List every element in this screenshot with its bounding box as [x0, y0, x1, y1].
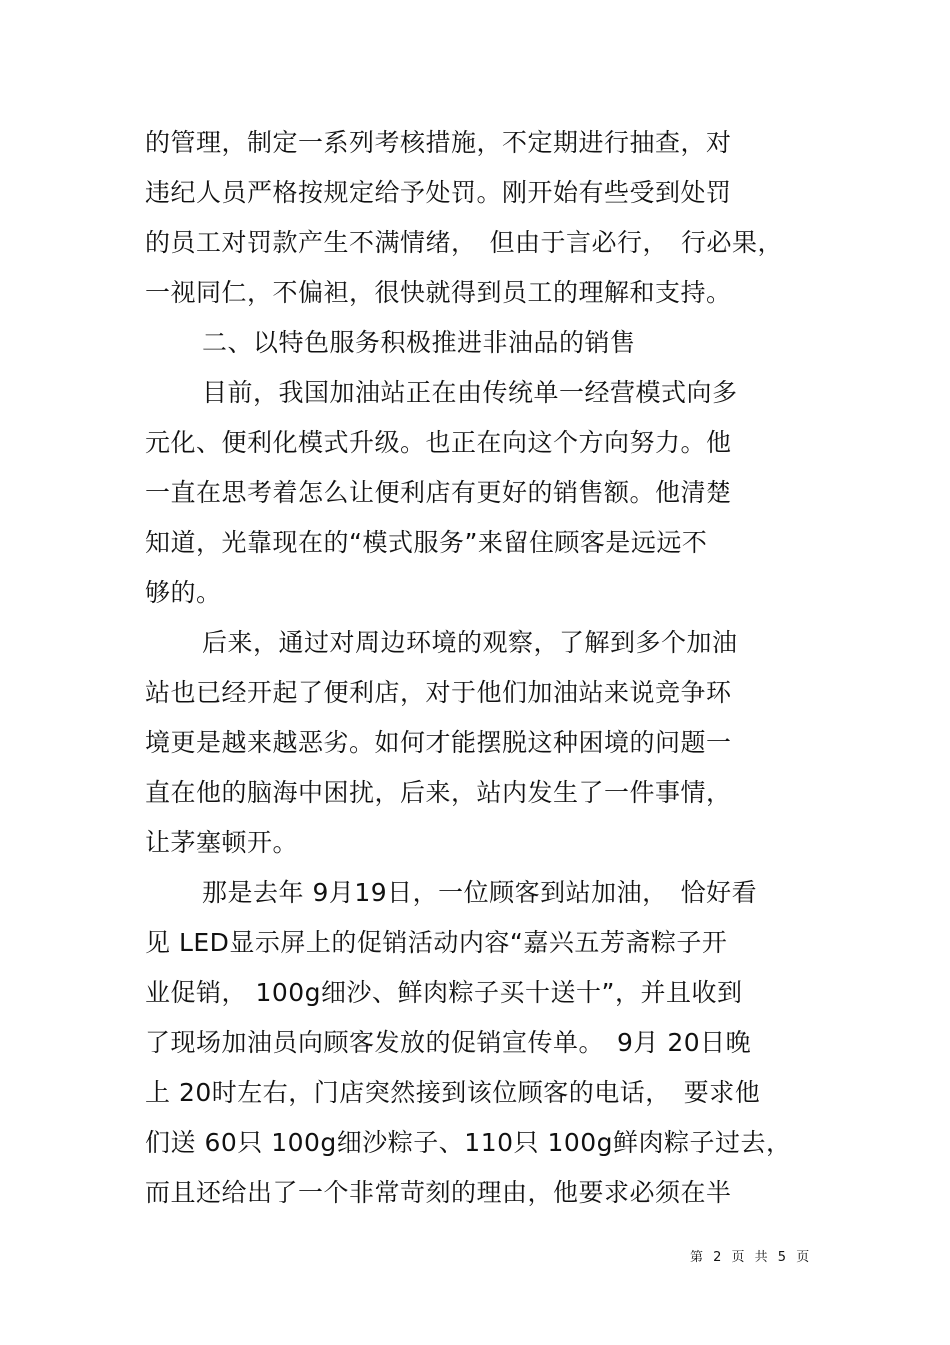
- text-line: 境更是越来越恶劣。如何才能摆脱这种困境的问题一: [145, 728, 732, 757]
- text-line: 违纪人员严格按规定给予处罚。刚开始有些受到处罚: [145, 178, 732, 207]
- text-line: 的管理，制定一系列考核措施，不定期进行抽查，对: [145, 128, 732, 157]
- text-line: 一视同仁，不偏袒，很快就得到员工的理解和支持。: [145, 278, 732, 307]
- paragraph-start: 后来，通过对周边环境的观察，了解到多个加油: [202, 628, 738, 657]
- text-line: 知道，光靠现在的“模式服务”来留住顾客是远远不: [145, 528, 708, 557]
- text-line: 一直在思考着怎么让便利店有更好的销售额。他清楚: [145, 478, 732, 507]
- text-line: 元化、便利化模式升级。也正在向这个方向努力。他: [145, 428, 732, 457]
- text-line: 站也已经开起了便利店，对于他们加油站来说竞争环: [145, 678, 732, 707]
- section-heading: 二、以特色服务积极推进非油品的销售: [202, 328, 636, 357]
- text-line: 而且还给出了一个非常苛刻的理由，他要求必须在半: [145, 1178, 732, 1207]
- text-line: 们送 60只 100g细沙粽子、110只 100g鲜肉粽子过去，: [145, 1128, 792, 1157]
- text-line: 了现场加油员向顾客发放的促销宣传单。 9月 20日晚: [145, 1028, 752, 1057]
- page-number-footer: 第 2 页 共 5 页: [690, 1250, 813, 1265]
- text-line: 上 20时左右，门店突然接到该位顾客的电话， 要求他: [145, 1078, 761, 1107]
- paragraph-start: 目前，我国加油站正在由传统单一经营模式向多: [202, 378, 738, 407]
- text-line: 业促销， 100g细沙、鲜肉粽子买十送十”，并且收到: [145, 978, 743, 1007]
- text-line: 让茅塞顿开。: [145, 828, 299, 857]
- text-line: 见 LED显示屏上的促销活动内容“嘉兴五芳斋粽子开: [145, 928, 728, 957]
- text-line: 够的。: [145, 578, 222, 607]
- paragraph-start: 那是去年 9月19日，一位顾客到站加油， 恰好看: [202, 878, 758, 907]
- text-line: 直在他的脑海中困扰，后来，站内发生了一件事情，: [145, 778, 732, 807]
- text-line: 的员工对罚款产生不满情绪， 但由于言必行， 行必果，: [145, 228, 784, 257]
